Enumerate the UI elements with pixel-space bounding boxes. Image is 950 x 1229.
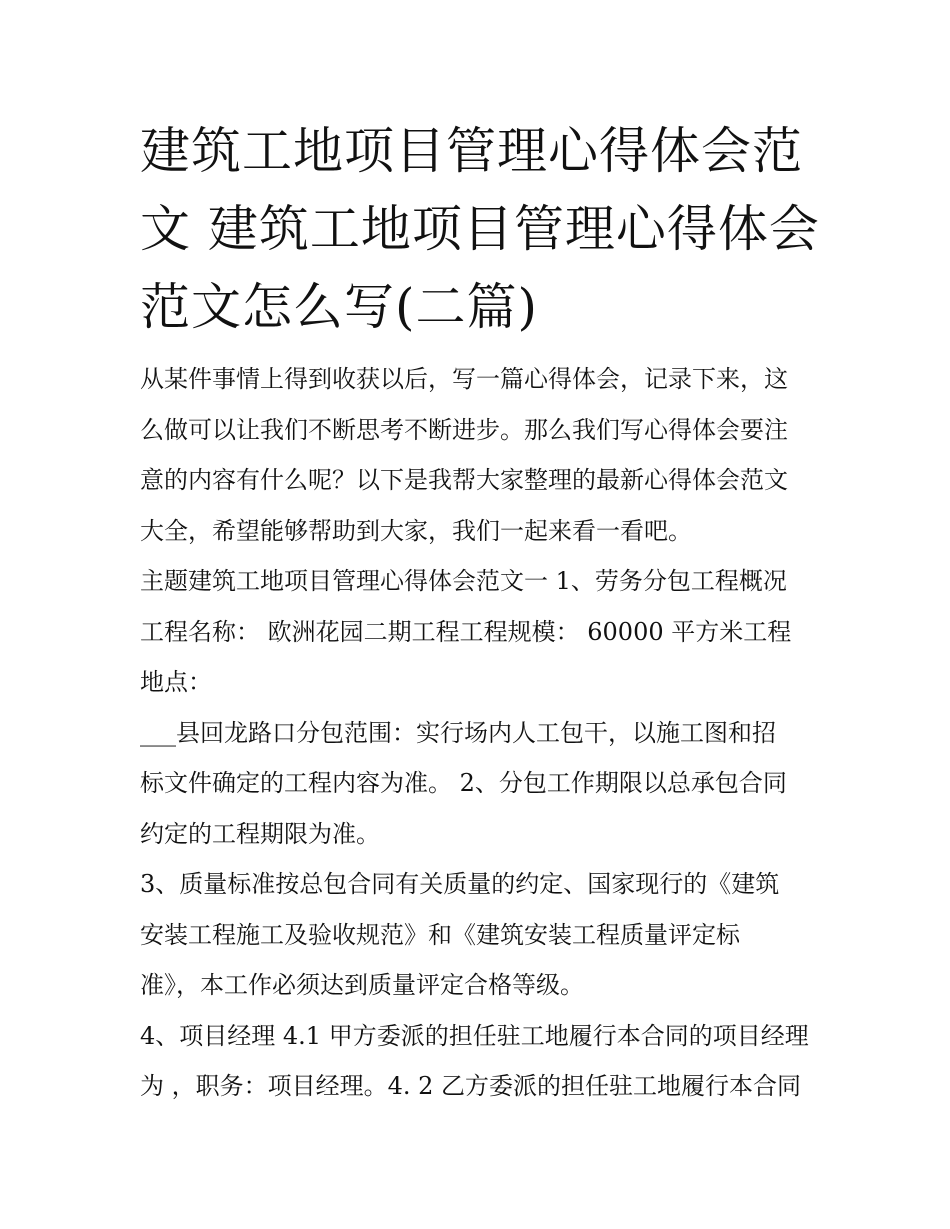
title-line: 文 建筑工地项目管理心得体会	[140, 200, 820, 258]
body-line: 地点：	[140, 668, 212, 696]
body-line: 约定的工程期限为准。	[140, 819, 380, 848]
document-title	[140, 112, 820, 346]
body-line: 主题建筑工地项目管理心得体会范文一 1、劳务分包工程概况	[140, 567, 787, 595]
body-line: 大全，希望能够帮助到大家，我们一起来看一看吧。	[140, 516, 692, 545]
title-line: 范文怎么写(二篇)	[140, 278, 539, 336]
body-line: 工程名称： 欧洲花园二期工程工程规模： 60000 平方米工程	[140, 617, 792, 646]
body-line: 准》，本工作必须达到质量评定合格等级。	[140, 971, 584, 999]
body-line: ___县回龙路口分包范围：实行场内人工包干，以施工图和招	[140, 718, 776, 747]
body-line: 4、项目经理 4.1 甲方委派的担任驻工地履行本合同的项目经理	[140, 1021, 809, 1050]
body-line: 3、质量标准按总包合同有关质量的约定、国家现行的《建筑	[140, 870, 780, 898]
body-line: 么做可以让我们不断思考不断进步。那么我们写心得体会要注	[140, 415, 788, 444]
body-line: 意的内容有什么呢？以下是我帮大家整理的最新心得体会范文	[140, 466, 788, 494]
body-line: 从某件事情上得到收获以后，写一篇心得体会，记录下来，这	[140, 365, 788, 393]
body-line: 安装工程施工及验收规范》和《建筑安装工程质量评定标	[140, 920, 740, 949]
document-body	[140, 354, 820, 1112]
title-line: 建筑工地项目管理心得体会范	[140, 122, 803, 180]
body-line: 为 ，职务：项目经理。4. 2 乙方委派的担任驻工地履行本合同	[140, 1072, 802, 1100]
body-line: 标文件确定的工程内容为准。 2、分包工作期限以总承包合同	[140, 769, 787, 797]
